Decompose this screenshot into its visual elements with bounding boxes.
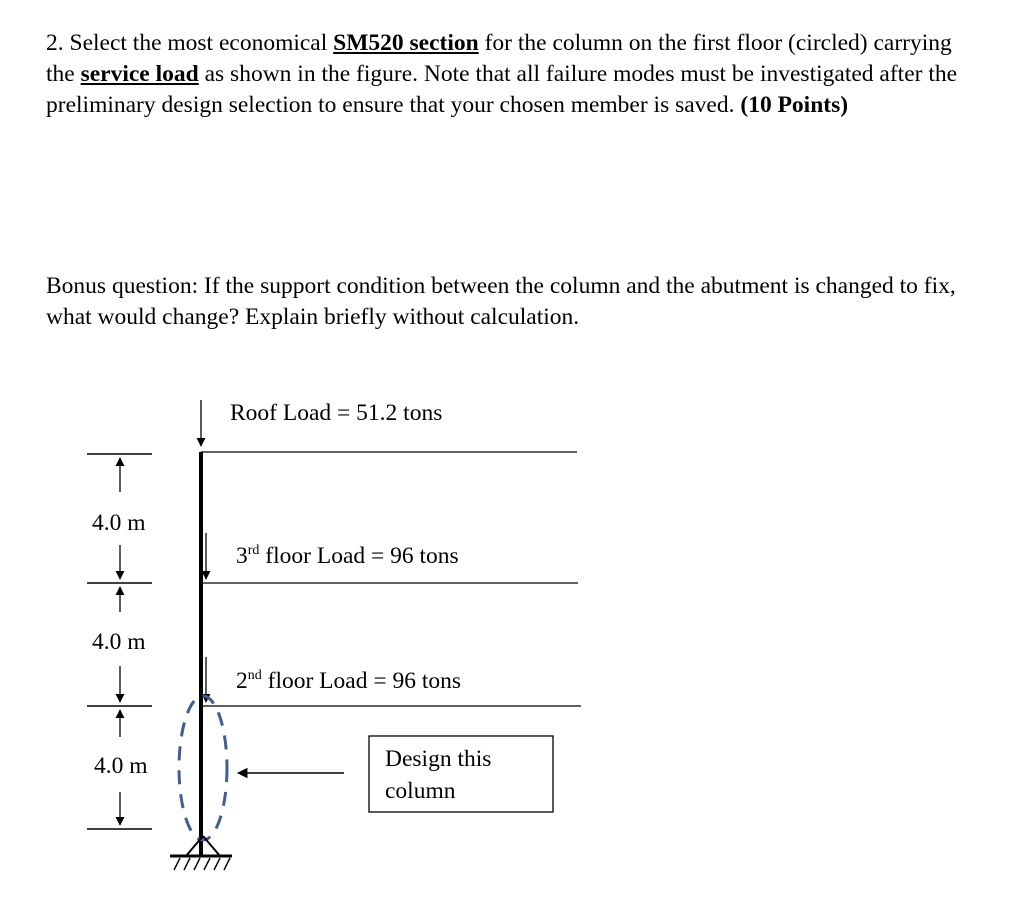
- load-term: service load: [80, 61, 199, 87]
- question-text-2: for the column on the first floor (circled) carrying the: [46, 30, 952, 87]
- roof-load-label: Roof Load = 51.2 tons: [230, 400, 443, 426]
- height-label-top: 4.0 m: [92, 510, 146, 536]
- design-box-line2: column: [385, 778, 456, 804]
- third-floor-load-label: 3rd floor Load = 96 tons: [236, 543, 459, 569]
- question-text-1: Select the most economical: [69, 30, 328, 56]
- points-label: (10 Points): [740, 92, 849, 118]
- height-label-bottom: 4.0 m: [94, 753, 148, 779]
- section-term: SM520 section: [333, 30, 479, 56]
- question-text-3: as shown in the figure. Note that all failure modes must be investigated after the preliminary design selection to ensure that your chosen member is saved.: [46, 61, 958, 118]
- design-box-line1: Design this: [385, 746, 492, 772]
- question-number: 2.: [46, 30, 64, 56]
- second-floor-load-label: 2nd floor Load = 96 tons: [236, 668, 462, 694]
- height-label-middle: 4.0 m: [92, 629, 146, 655]
- bonus-text: Bonus question: If the support condition between the column and the abutment is changed to fix, what would change? Explain briefly without calculation.: [46, 273, 956, 330]
